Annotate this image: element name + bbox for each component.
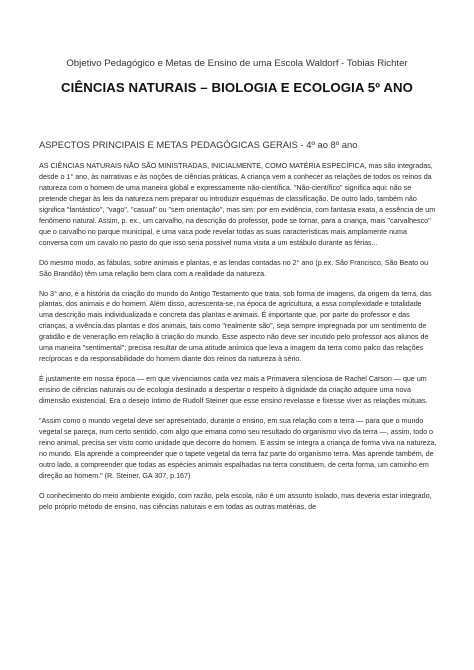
document-subtitle: Objetivo Pedagógico e Metas de Ensino de uma Escola Waldorf - Tobias Richter: [66, 58, 408, 69]
document-body: [39, 161, 437, 522]
section-heading: ASPECTOS PRINCIPAIS E METAS PEDAGÓGICAS GERAIS - 4º ao 8º ano: [39, 139, 358, 150]
paragraph: No 3° ano, é a história da criação do mundo do Antigo Testamento que trata, sob forma de imagens, da origem da terra, das plantas, dos animais e do homem. Além disso, acrescenta-se, na época de agricultura, a essa complexidade e totalidade uma descrição mais individualizada e concreta das plantas e animais. É importante que, por parte do professor e das crianças, a vivência.das plantas e dos animais, tais como "realmente são", seja sempre impregnada por um sentimento de gratidão e de veneração em relação à criação do mundo. Esse aspecto não deve ser incutido pelo professor aos alunos de uma maneira "sentimental"; precisa resultar de uma atitude anímica que leva a imagem da terra como palco das relações recíprocas e da responsabilidade do homem diante dos reinos da natureza à sério.: [39, 289, 432, 364]
document-title: CIÊNCIAS NATURAIS – BIOLOGIA E ECOLOGIA 5º ANO: [60, 80, 414, 95]
paragraph: O conhecimento do meio ambiente exigido, com razão, pela escola, não é um assunto isolado, mas deveria estar integrado, pelo próprio método de ensino, nas ciências naturais e em todas as outras matérias, de: [39, 491, 432, 511]
paragraph: AS CIÊNCIAS NATURAIS NÃO SÃO MINISTRADAS, INICIALMENTE, COMO MATÉRIA ESPECÍFICA, mas são integradas, desde o 1° ano, às narrativas e às noções de ciências práticas. A criança vem a conhecer as relações de todos os reinos da natureza com o homem de uma maneira global e expressamente não-científica. "Não-científico" significa aqui: não se pretende chegar às leis da natureza nem preparar ou introduzir esquemas de classificação. De outro lado, também não significa "fantástico", "vago", "casual" ou "sem orientação", mas sim: por em evidência, com fantasia exata, a essência de um fenômeno natural. Assim, p. ex., um carvalho, na descrição do professor, pode se tornar, para a criança, mais "carvalhesco" que o carvalho no parque municipal, e uma vaca pode revelar todas as suas características mais amplamente numa conversa com um cavalo no pasto do que isso seria possível numa visita a um estábulo durante as férias...: [39, 162, 436, 247]
paragraph: É justamente em nossa época — em que vivenciamos cada vez mais a Primavera silenciosa de Rachel Carson — que um ensino de ciências naturais ou de ecologia destinado a despertar o respeito à dignidade da criação adquire uma nova dimensão existencial. Era o desejo íntimo de Rudolf Steiner que esse ensino revelasse e fixesse viver as relações mútuas.: [39, 375, 428, 406]
paragraph: Do mesmo modo, as fábulas, sobre animais e plantas, e as lendas contadas no 2° ano (p.ex. São Francisco, São Beato ou São Brandão) têm uma relação bem clara com a realidade da natureza.: [39, 258, 429, 278]
paragraph: "Assim como o mundo vegetal deve ser apresentado, durante o ensino, em sua relação com a terra — para que o mundo vegetal se pareça, num certo sentido, com algo que emana como seu resultado do organismo vivo da terra —, assim, todo o reino animal, precisa ser visto como unidade que decorre do homem. E assim se integra a criança de forma viva na natureza, no mundo. Ela aprende a compreender que o tapete vegetal da terra faz parte do organismo terra. Mas aprende também, de outro lado, a compreender que todas as espécies animais espalhadas na terra constituem, de certa forma, um caminho em direção ao homem." (R. Steiner, GA 307, p.167): [39, 417, 437, 480]
